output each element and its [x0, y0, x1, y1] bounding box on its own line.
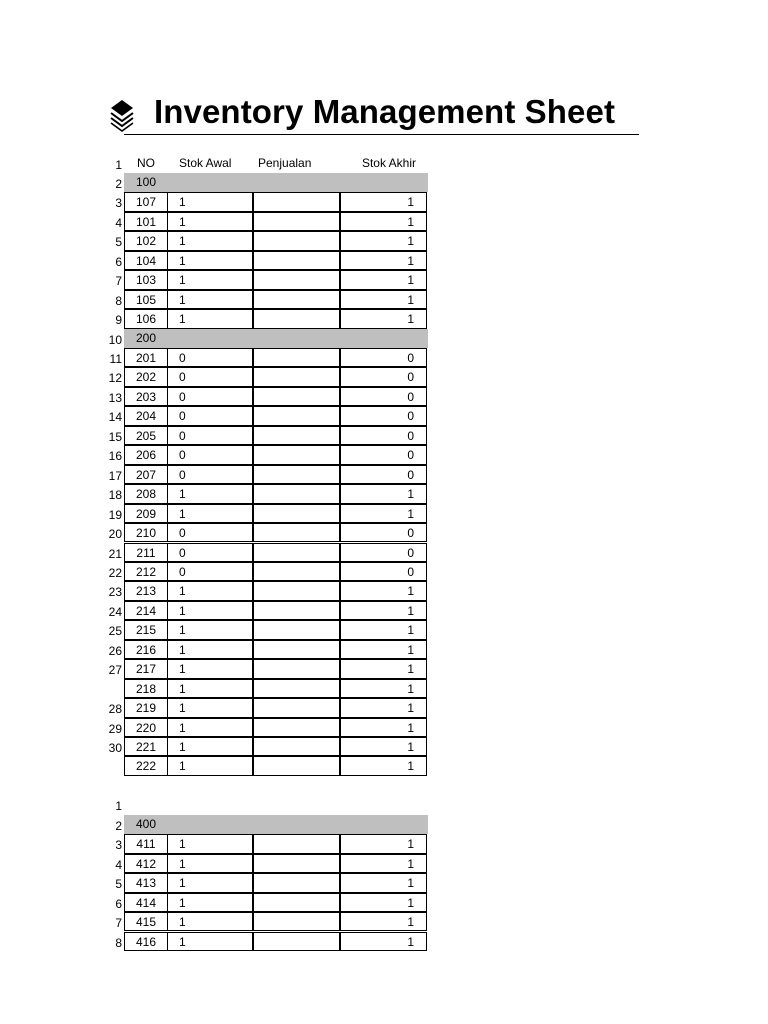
- cell-no[interactable]: 412: [124, 854, 168, 873]
- cell-no[interactable]: 208: [124, 484, 168, 503]
- row-number: 23: [108, 585, 122, 600]
- cell-stok-awal[interactable]: 1: [167, 484, 253, 503]
- table-row: [0, 679, 768, 698]
- cell-no[interactable]: 105: [124, 290, 168, 309]
- cell-penjualan[interactable]: [253, 893, 340, 912]
- cell-penjualan[interactable]: [253, 601, 340, 620]
- row-number: 5: [115, 235, 122, 250]
- row-number: 12: [108, 371, 122, 386]
- table-row: [0, 873, 768, 892]
- table-row: [0, 854, 768, 873]
- cell-stok-akhir[interactable]: 0: [340, 445, 427, 464]
- cell-stok-awal[interactable]: 0: [167, 387, 253, 406]
- row-number: 26: [108, 643, 122, 658]
- table-row: [0, 290, 768, 309]
- row-number: 8: [115, 935, 122, 950]
- cell-stok-akhir[interactable]: 1: [340, 737, 427, 756]
- cell-penjualan[interactable]: [253, 270, 340, 289]
- cell-stok-awal[interactable]: 1: [167, 290, 253, 309]
- cell-no[interactable]: 203: [124, 387, 168, 406]
- row-number: 7: [115, 274, 122, 289]
- cell-stok-akhir[interactable]: 1: [340, 290, 427, 309]
- cell-penjualan[interactable]: [253, 348, 340, 367]
- cell-penjualan[interactable]: [253, 756, 340, 775]
- cell-penjualan[interactable]: [253, 562, 340, 581]
- group-code: 200: [135, 330, 157, 345]
- table-row: [0, 932, 768, 951]
- cell-stok-akhir[interactable]: 1: [340, 484, 427, 503]
- cell-stok-akhir[interactable]: 1: [340, 698, 427, 717]
- cell-penjualan[interactable]: [253, 192, 340, 211]
- cell-no[interactable]: 210: [124, 523, 168, 542]
- cell-no[interactable]: 222: [124, 756, 168, 775]
- cell-no[interactable]: 206: [124, 445, 168, 464]
- cell-stok-akhir[interactable]: 1: [340, 718, 427, 737]
- group-code: 400: [135, 816, 157, 831]
- table-row: [0, 718, 768, 737]
- cell-stok-awal[interactable]: 1: [167, 251, 253, 270]
- cell-stok-awal[interactable]: 1: [167, 231, 253, 250]
- cell-penjualan[interactable]: [253, 309, 340, 328]
- cell-stok-awal[interactable]: 1: [167, 679, 253, 698]
- cell-stok-akhir[interactable]: 1: [340, 679, 427, 698]
- row-number: 4: [115, 215, 122, 230]
- cell-penjualan[interactable]: [253, 212, 340, 231]
- cell-no[interactable]: 209: [124, 504, 168, 523]
- cell-stok-akhir[interactable]: 1: [340, 659, 427, 678]
- cell-stok-akhir[interactable]: 1: [340, 270, 427, 289]
- cell-stok-awal[interactable]: 0: [167, 562, 253, 581]
- cell-stok-awal[interactable]: 1: [167, 581, 253, 600]
- cell-stok-akhir[interactable]: 1: [340, 620, 427, 639]
- cell-stok-awal[interactable]: 1: [167, 601, 253, 620]
- cell-stok-awal[interactable]: 0: [167, 523, 253, 542]
- cell-penjualan[interactable]: [253, 426, 340, 445]
- row-number: 4: [115, 857, 122, 872]
- table-row: [0, 484, 768, 503]
- cell-no[interactable]: 106: [124, 309, 168, 328]
- cell-stok-awal[interactable]: 1: [167, 698, 253, 717]
- document-header: [108, 92, 638, 138]
- cell-stok-awal[interactable]: 0: [167, 445, 253, 464]
- table-row: [0, 737, 768, 756]
- cell-stok-awal[interactable]: 0: [167, 406, 253, 425]
- cell-stok-awal[interactable]: 1: [167, 912, 253, 931]
- cell-stok-akhir[interactable]: 0: [340, 543, 427, 562]
- cell-stok-akhir[interactable]: 1: [340, 893, 427, 912]
- cell-penjualan[interactable]: [253, 718, 340, 737]
- cell-stok-akhir[interactable]: 0: [340, 348, 427, 367]
- cell-penjualan[interactable]: [253, 854, 340, 873]
- cell-stok-akhir[interactable]: 0: [340, 465, 427, 484]
- cell-penjualan[interactable]: [253, 504, 340, 523]
- cell-no[interactable]: 411: [124, 834, 168, 853]
- cell-stok-awal[interactable]: 1: [167, 834, 253, 853]
- cell-stok-awal[interactable]: 0: [167, 543, 253, 562]
- cell-no[interactable]: 415: [124, 912, 168, 931]
- cell-penjualan[interactable]: [253, 912, 340, 931]
- row-number: 30: [108, 741, 122, 755]
- group-code: 100: [135, 174, 157, 189]
- table-row: [0, 601, 768, 620]
- cell-penjualan[interactable]: [253, 543, 340, 562]
- row-number: 5: [115, 877, 122, 892]
- cell-no[interactable]: 202: [124, 367, 168, 386]
- cell-penjualan[interactable]: [253, 620, 340, 639]
- cell-no[interactable]: 218: [124, 679, 168, 698]
- row-number: 10: [108, 332, 122, 347]
- row-number: 25: [108, 624, 122, 639]
- row-number: 21: [108, 546, 122, 561]
- table-row: [0, 231, 768, 250]
- table-row: [0, 504, 768, 523]
- cell-no[interactable]: 413: [124, 873, 168, 892]
- cell-penjualan[interactable]: [253, 737, 340, 756]
- cell-stok-akhir[interactable]: 1: [340, 756, 427, 775]
- table-row: [0, 270, 768, 289]
- group-row: [0, 173, 768, 192]
- cell-stok-awal[interactable]: 1: [167, 873, 253, 892]
- cell-stok-akhir[interactable]: 1: [340, 640, 427, 659]
- layers-icon: [108, 98, 136, 132]
- row-number: 22: [108, 565, 122, 580]
- cell-penjualan[interactable]: [253, 679, 340, 698]
- cell-stok-akhir[interactable]: 1: [340, 601, 427, 620]
- row-number: 15: [108, 429, 122, 444]
- cell-no[interactable]: 221: [124, 737, 168, 756]
- cell-stok-awal[interactable]: 1: [167, 620, 253, 639]
- cell-stok-akhir[interactable]: 1: [340, 231, 427, 250]
- cell-penjualan[interactable]: [253, 640, 340, 659]
- table-row: [0, 309, 768, 328]
- cell-penjualan[interactable]: [253, 698, 340, 717]
- row-number: 20: [108, 527, 122, 542]
- group-band: [124, 329, 428, 348]
- row-number: 27: [108, 663, 122, 678]
- row-number: 9: [115, 313, 122, 328]
- cell-no[interactable]: 107: [124, 192, 168, 211]
- table-header-row: [0, 154, 768, 173]
- row-number: 24: [108, 604, 122, 619]
- cell-stok-akhir[interactable]: 1: [340, 309, 427, 328]
- table-row: [0, 659, 768, 678]
- cell-stok-akhir[interactable]: 0: [340, 523, 427, 542]
- cell-penjualan[interactable]: [253, 387, 340, 406]
- cell-stok-akhir[interactable]: 1: [340, 854, 427, 873]
- table-row: [0, 465, 768, 484]
- cell-stok-awal[interactable]: 1: [167, 309, 253, 328]
- group-row: [0, 329, 768, 348]
- cell-no[interactable]: 416: [124, 932, 168, 951]
- cell-stok-awal[interactable]: 1: [167, 192, 253, 211]
- cell-penjualan[interactable]: [253, 659, 340, 678]
- cell-no[interactable]: 220: [124, 718, 168, 737]
- cell-stok-awal[interactable]: 1: [167, 270, 253, 289]
- table-row: [0, 756, 768, 775]
- table-row: [0, 251, 768, 270]
- header-penjualan: Penjualan: [258, 155, 312, 170]
- row-number: 18: [108, 488, 122, 503]
- cell-stok-akhir[interactable]: 1: [340, 873, 427, 892]
- table-row: [0, 426, 768, 445]
- cell-stok-awal[interactable]: 1: [167, 854, 253, 873]
- row-number: 3: [115, 196, 122, 211]
- cell-stok-akhir[interactable]: 0: [340, 562, 427, 581]
- cell-stok-akhir[interactable]: 1: [340, 212, 427, 231]
- group-band: [124, 815, 428, 834]
- cell-penjualan[interactable]: [253, 465, 340, 484]
- cell-stok-akhir[interactable]: 1: [340, 581, 427, 600]
- cell-stok-akhir[interactable]: 0: [340, 426, 427, 445]
- table-row: [0, 912, 768, 931]
- cell-penjualan[interactable]: [253, 932, 340, 951]
- cell-stok-awal[interactable]: 1: [167, 718, 253, 737]
- table-row: [0, 640, 768, 659]
- cell-penjualan[interactable]: [253, 231, 340, 250]
- cell-no[interactable]: 104: [124, 251, 168, 270]
- cell-no[interactable]: 213: [124, 581, 168, 600]
- table-row: [0, 543, 768, 562]
- row-number: 6: [115, 896, 122, 911]
- table-row: [0, 620, 768, 639]
- cell-no[interactable]: 414: [124, 893, 168, 912]
- table-row: [0, 893, 768, 912]
- table-row: [0, 581, 768, 600]
- row-number: 8: [115, 293, 122, 308]
- row-number: 14: [108, 410, 122, 425]
- cell-stok-akhir[interactable]: 0: [340, 367, 427, 386]
- cell-penjualan[interactable]: [253, 406, 340, 425]
- row-number: 2: [115, 818, 122, 833]
- table-row: [0, 367, 768, 386]
- cell-stok-akhir[interactable]: 0: [340, 406, 427, 425]
- table-row: [0, 562, 768, 581]
- row-number: 19: [108, 507, 122, 522]
- cell-stok-awal[interactable]: 1: [167, 212, 253, 231]
- blank-row: [0, 776, 768, 795]
- cell-penjualan[interactable]: [253, 834, 340, 853]
- cell-stok-awal[interactable]: 1: [167, 504, 253, 523]
- cell-stok-akhir[interactable]: 1: [340, 834, 427, 853]
- cell-stok-awal[interactable]: 0: [167, 465, 253, 484]
- header-stok-awal: Stok Awal: [179, 155, 232, 170]
- cell-no[interactable]: 211: [124, 543, 168, 562]
- cell-stok-akhir[interactable]: 1: [340, 912, 427, 931]
- cell-no[interactable]: 215: [124, 620, 168, 639]
- page-title: Inventory Management Sheet: [154, 93, 616, 130]
- row-number: 3: [115, 838, 122, 853]
- table-row: [0, 348, 768, 367]
- row-number: 29: [108, 721, 122, 736]
- row-number: 11: [109, 352, 122, 366]
- cell-no[interactable]: 201: [124, 348, 168, 367]
- cell-stok-akhir[interactable]: 1: [340, 932, 427, 951]
- cell-no[interactable]: 212: [124, 562, 168, 581]
- cell-no[interactable]: 217: [124, 659, 168, 678]
- cell-stok-awal[interactable]: 1: [167, 737, 253, 756]
- table-row: [0, 387, 768, 406]
- cell-penjualan[interactable]: [253, 290, 340, 309]
- cell-no[interactable]: 101: [124, 212, 168, 231]
- cell-penjualan[interactable]: [253, 581, 340, 600]
- cell-stok-awal[interactable]: 1: [167, 659, 253, 678]
- table-row: [0, 834, 768, 853]
- cell-penjualan[interactable]: [253, 251, 340, 270]
- cell-stok-awal[interactable]: 1: [167, 756, 253, 775]
- cell-penjualan[interactable]: [253, 445, 340, 464]
- cell-stok-akhir[interactable]: 0: [340, 387, 427, 406]
- table-row: [0, 192, 768, 211]
- cell-stok-awal[interactable]: 1: [167, 640, 253, 659]
- header-no: NO: [137, 155, 155, 170]
- row-number: 1: [115, 157, 122, 172]
- cell-no[interactable]: 102: [124, 231, 168, 250]
- cell-no[interactable]: 216: [124, 640, 168, 659]
- row-number: 13: [108, 390, 122, 405]
- row-number: 6: [115, 254, 122, 269]
- cell-penjualan[interactable]: [253, 523, 340, 542]
- cell-no[interactable]: 103: [124, 270, 168, 289]
- cell-no[interactable]: 205: [124, 426, 168, 445]
- table-row: [0, 523, 768, 542]
- cell-stok-awal[interactable]: 1: [167, 932, 253, 951]
- title-divider: [124, 134, 639, 135]
- row-number: 1: [115, 799, 122, 814]
- cell-stok-awal[interactable]: 0: [167, 426, 253, 445]
- row-number: 28: [108, 702, 122, 717]
- cell-no[interactable]: 207: [124, 465, 168, 484]
- cell-penjualan[interactable]: [253, 873, 340, 892]
- cell-stok-awal[interactable]: 0: [167, 367, 253, 386]
- cell-stok-akhir[interactable]: 1: [340, 192, 427, 211]
- table-row: [0, 406, 768, 425]
- row-number: 7: [115, 916, 122, 931]
- cell-stok-awal[interactable]: 0: [167, 348, 253, 367]
- cell-no[interactable]: 219: [124, 698, 168, 717]
- cell-stok-akhir[interactable]: 1: [340, 251, 427, 270]
- cell-no[interactable]: 204: [124, 406, 168, 425]
- group-band: [124, 173, 428, 192]
- row-number: 16: [108, 449, 122, 464]
- row-number: 2: [115, 176, 122, 191]
- cell-stok-akhir[interactable]: 1: [340, 504, 427, 523]
- cell-penjualan[interactable]: [253, 484, 340, 503]
- blank-row: [0, 795, 768, 814]
- header-stok-akhir: Stok Akhir: [361, 155, 416, 170]
- table-row: [0, 698, 768, 717]
- row-number: 17: [108, 468, 122, 483]
- cell-no[interactable]: 214: [124, 601, 168, 620]
- table-row: [0, 212, 768, 231]
- table-row: [0, 445, 768, 464]
- group-row: [0, 815, 768, 834]
- cell-stok-awal[interactable]: 1: [167, 893, 253, 912]
- cell-penjualan[interactable]: [253, 367, 340, 386]
